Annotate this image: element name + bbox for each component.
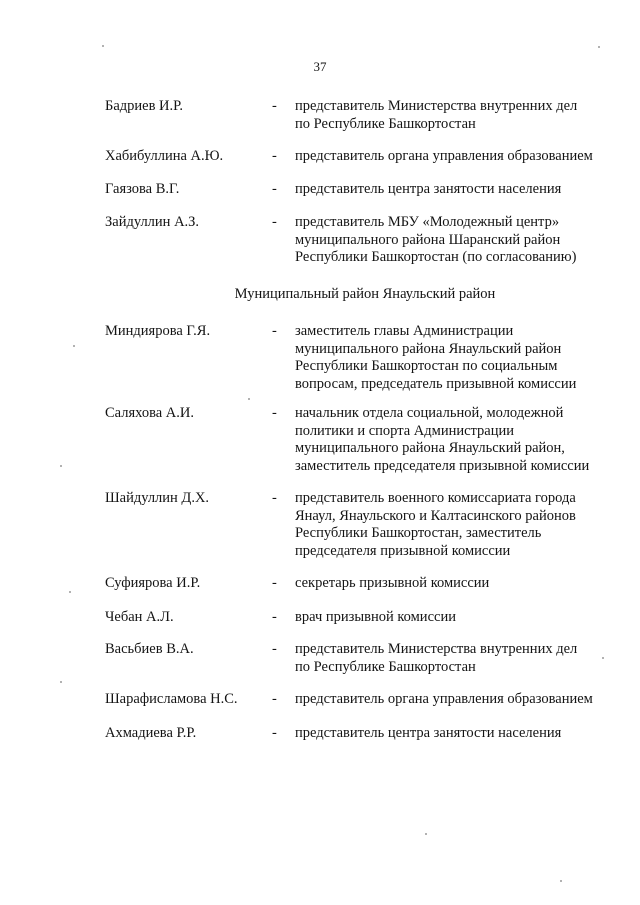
person-name: Шарафисламова Н.С. [105,691,238,707]
person-role [295,181,625,199]
person-role [295,575,625,593]
dash-separator: - [272,575,277,591]
person-name: Бадриев И.Р. [105,98,184,114]
person-role [295,214,625,267]
role-line: заместитель главы Администрации [295,323,514,339]
page-number: 37 [313,59,327,74]
dash-separator: - [272,691,277,707]
dash-separator: - [272,725,277,741]
person-role [295,641,625,676]
dash-separator: - [272,405,277,421]
person-role [295,405,625,475]
role-line: представитель органа управления образованием [295,691,593,707]
scan-speck [73,345,75,347]
scan-speck [602,657,604,659]
role-line: начальник отдела социальной, молодежной [295,405,564,421]
role-line: Янаул, Янаульского и Калтасинского районов [295,507,576,524]
dash-separator: - [272,181,277,197]
dash-separator: - [272,641,277,657]
person-name: Зайдуллин А.З. [105,214,200,230]
role-line: врач призывной комиссии [295,609,456,625]
role-line: представитель органа управления образованием [295,148,593,164]
section-heading: Муниципальный район Янаульский район [234,286,496,302]
person-name: Шайдуллин Д.Х. [105,490,210,506]
person-name: Васьбиев В.А. [105,641,194,657]
scan-speck [60,465,62,467]
scan-speck [60,681,62,683]
role-line: представитель центра занятости населения [295,181,562,197]
person-name: Миндиярова Г.Я. [105,323,211,339]
person-role [295,490,625,560]
scan-speck [598,46,600,48]
scan-speck [425,833,427,835]
role-line: по Республике Башкортостан [295,658,476,675]
role-line: политики и спорта Администрации [295,422,515,439]
person-name: Саляхова А.И. [105,405,194,421]
person-role [295,148,625,166]
person-name: Гаязова В.Г. [105,181,180,197]
person-role [295,323,625,393]
person-role [295,725,625,743]
role-line: заместитель председателя призывной комиссии [295,457,590,474]
role-line: представитель МБУ «Молодежный центр» [295,214,560,230]
person-name: Чебан А.Л. [105,609,174,625]
role-line: муниципального района Янаульский район [295,340,562,357]
scan-speck [248,398,250,400]
role-line: по Республике Башкортостан [295,115,476,132]
role-line: секретарь призывной комиссии [295,575,490,591]
person-role [295,691,625,709]
person-role [295,609,625,627]
dash-separator: - [272,214,277,230]
role-line: представитель Министерства внутренних дел [295,641,578,657]
role-line: Республики Башкортостан (по согласованию) [295,249,577,265]
role-line: представитель военного комиссариата города [295,490,576,506]
scan-speck [560,880,562,882]
role-line: Республики Башкортостан, заместитель [295,525,542,541]
role-line: Республики Башкортостан по социальным [295,358,558,374]
person-role [295,98,625,133]
role-line: председателя призывной комиссии [295,542,511,559]
role-line: представитель центра занятости населения [295,725,562,741]
dash-separator: - [272,98,277,114]
person-name: Суфиярова И.Р. [105,575,201,591]
scan-speck [102,45,104,47]
dash-separator: - [272,148,277,164]
dash-separator: - [272,490,277,506]
person-name: Хабибуллина А.Ю. [105,148,224,164]
scan-speck [69,591,71,593]
person-name: Ахмадиева Р.Р. [105,725,197,741]
role-line: вопросам, председатель призывной комиссии [295,375,577,392]
role-line: муниципального района Янаульский район, [295,440,565,456]
role-line: представитель Министерства внутренних дел [295,98,578,114]
dash-separator: - [272,609,277,625]
dash-separator: - [272,323,277,339]
role-line: муниципального района Шаранский район [295,231,561,248]
